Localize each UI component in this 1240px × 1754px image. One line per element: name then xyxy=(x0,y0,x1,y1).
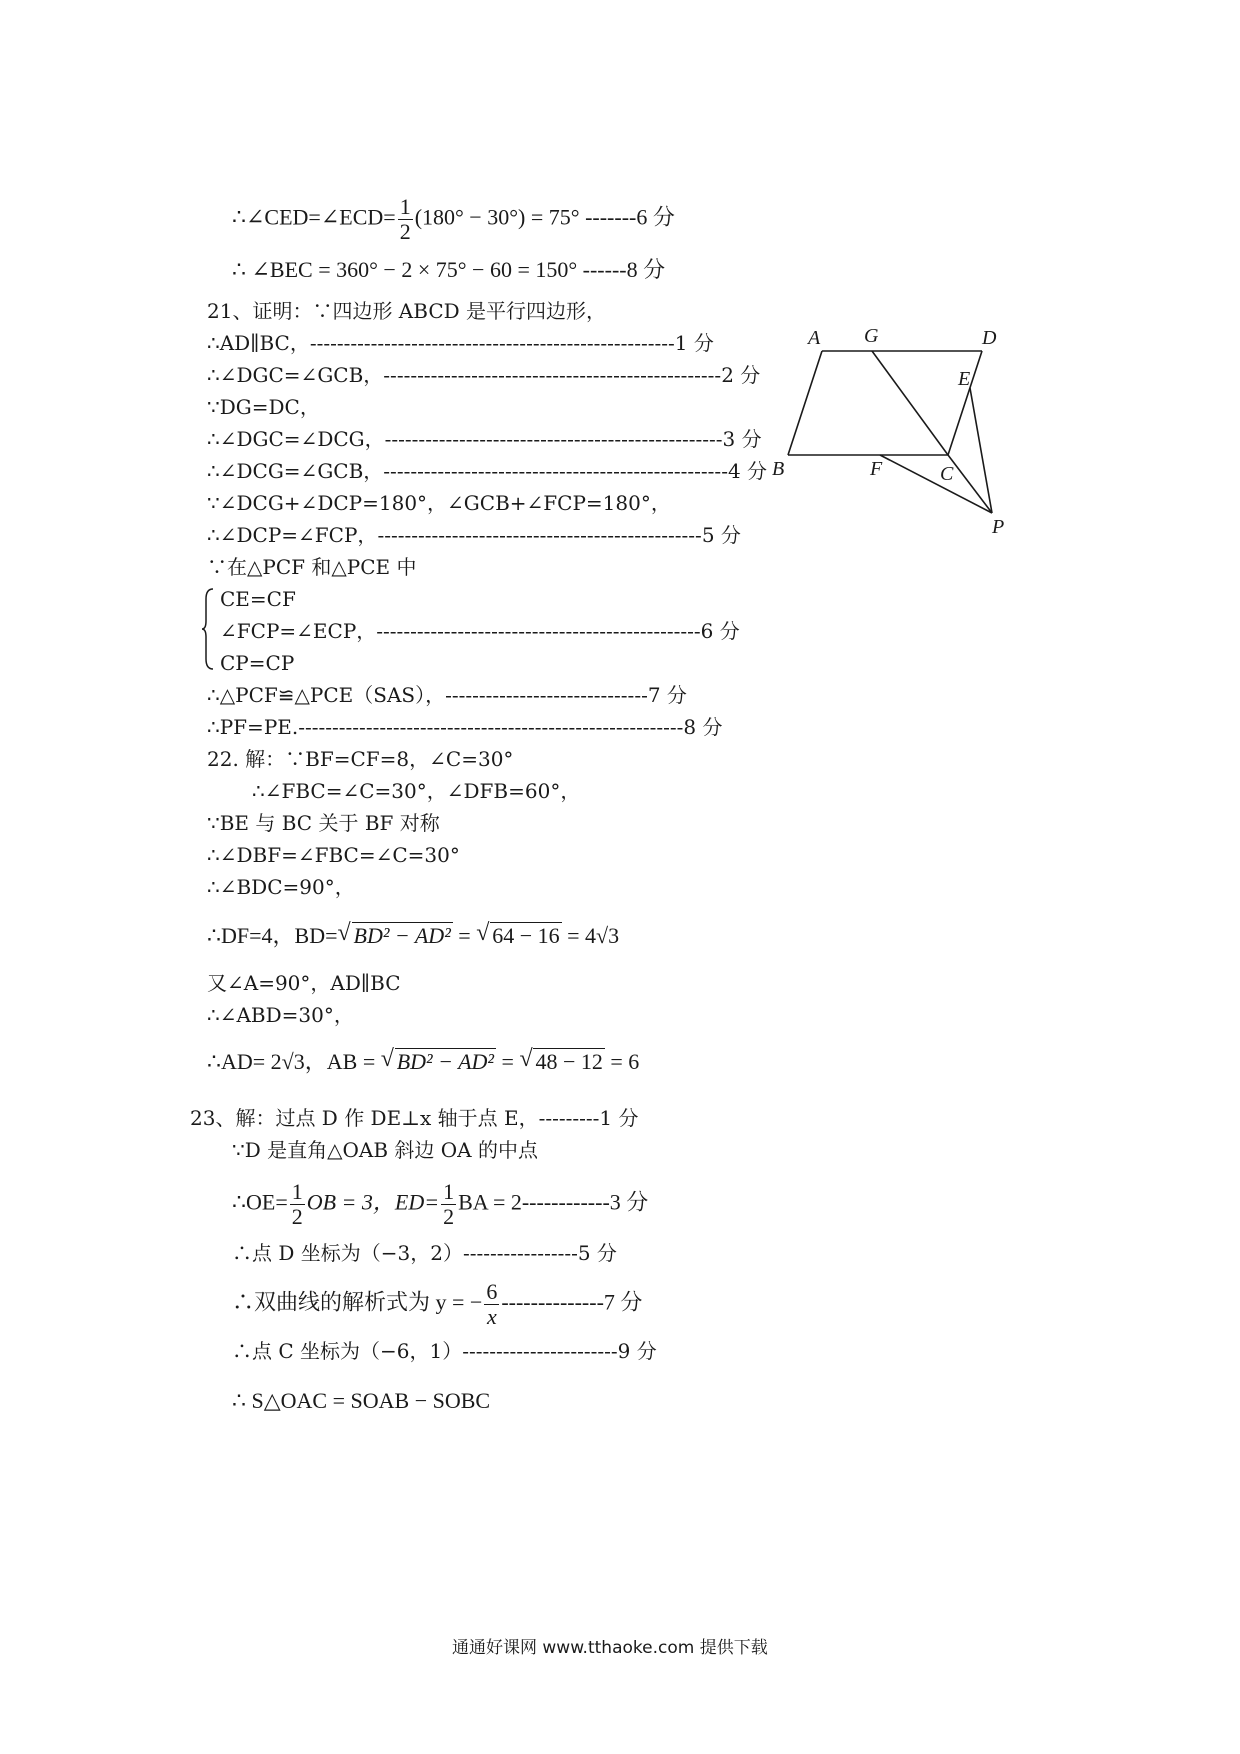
q21-step-4: ∴∠DGC=∠DCG，--------------------------------------------------3 分 xyxy=(207,427,762,451)
q22-step-6: 又∠A=90°，AD∥BC xyxy=(207,971,401,995)
q23-step-1: ∵D 是直角△OAB 斜边 OA 的中点 xyxy=(232,1138,538,1162)
q21-step-9: ∴△PCF≌△PCE（SAS），------------------------------7 分 xyxy=(207,683,687,707)
segment-dc xyxy=(948,351,982,455)
segment-cp xyxy=(948,455,992,513)
label-p: P xyxy=(992,516,1005,538)
q23-heading: 23、解：过点 D 作 DE⊥x 轴于点 E，---------1 分 xyxy=(190,1106,639,1130)
label-b: B xyxy=(772,458,785,480)
q23-step-2: ∴OE= $\frac{1}{2}$ OB = 3，ED= $\frac{1}{2}$ BA = 2------------3 分 xyxy=(232,1179,649,1229)
q22-step-8: ∴AD= 2√3，AB = √ BD² − AD² = √ 48 − 12 = 6 xyxy=(207,1048,639,1075)
q21-step-1: ∴AD∥BC，------------------------------------------------------1 分 xyxy=(207,331,714,355)
q22-step-3: ∴∠DBF=∠FBC=∠C=30° xyxy=(207,843,460,867)
solution-line-ced: ∴∠CED=∠ECD= $\frac{1}{2}$ (180° − 30°) = 75° -------6 分 xyxy=(232,194,675,244)
q21-step-10: ∴PF=PE.---------------------------------------------------------8 分 xyxy=(207,715,723,739)
q22-step-5: ∴DF=4，BD=√ BD² − AD² = √ 64 − 16 = 4√3 xyxy=(207,922,619,949)
q21-step-3: ∵DG=DC， xyxy=(207,395,320,419)
q21-cond-1: CE=CF xyxy=(220,587,296,611)
q21-step-6: ∵∠DCG+∠DCP=180°，∠GCB+∠FCP=180°， xyxy=(207,491,671,515)
q21-step-7: ∴∠DCP=∠FCP，------------------------------------------------5 分 xyxy=(207,523,741,547)
label-e: E xyxy=(958,368,971,390)
q22-heading: 22. 解：∵BF=CF=8，∠C=30° xyxy=(207,747,514,771)
q22-step-4: ∴∠BDC=90°， xyxy=(207,875,355,899)
q21-step-2: ∴∠DGC=∠GCB，--------------------------------------------------2 分 xyxy=(207,363,761,387)
q22-step-7: ∴∠ABD=30°， xyxy=(207,1003,354,1027)
q22-step-2: ∵BE 与 BC 关于 BF 对称 xyxy=(207,811,440,835)
footer-source: 通通好课网 www.tthaoke.com 提供下载 xyxy=(452,1638,768,1658)
left-brace xyxy=(201,587,215,671)
q21-step-5: ∴∠DCG=∠GCB，---------------------------------------------------4 分 xyxy=(207,459,768,483)
q23-step-5: ∴点 C 坐标为（−6，1）-----------------------9 分 xyxy=(232,1339,657,1363)
q23-step-6: ∴ S△OAC = SOAB − SOBC xyxy=(232,1388,491,1413)
segment-ab xyxy=(788,351,822,455)
parallelogram-figure xyxy=(770,320,1020,550)
q21-step-8: ∵在△PCF 和△PCE 中 xyxy=(207,555,417,579)
label-f: F xyxy=(870,458,883,480)
label-a: A xyxy=(808,327,821,349)
segment-gc xyxy=(872,351,948,455)
q21-cond-2: ∠FCP=∠ECP，------------------------------------------------6 分 xyxy=(220,619,740,643)
q21-cond-3: CP=CP xyxy=(220,651,295,675)
label-g: G xyxy=(864,325,879,347)
solution-line-bec: ∴ ∠BEC = 360° − 2 × 75° − 60 = 150° ------8 分 xyxy=(232,257,666,282)
q23-step-4: ∴双曲线的解析式为 y = − $\frac{6}{x}$ --------------7 分 xyxy=(232,1279,643,1329)
label-c: C xyxy=(940,463,954,485)
label-d: D xyxy=(982,327,997,349)
segment-ep xyxy=(970,388,992,513)
q21-heading: 21、证明：∵四边形 ABCD 是平行四边形， xyxy=(207,299,607,323)
segment-fp xyxy=(880,455,992,513)
q22-step-1: ∴∠FBC=∠C=30°，∠DFB=60°， xyxy=(252,779,581,803)
q23-step-3: ∴点 D 坐标为（−3，2）-----------------5 分 xyxy=(232,1241,617,1265)
